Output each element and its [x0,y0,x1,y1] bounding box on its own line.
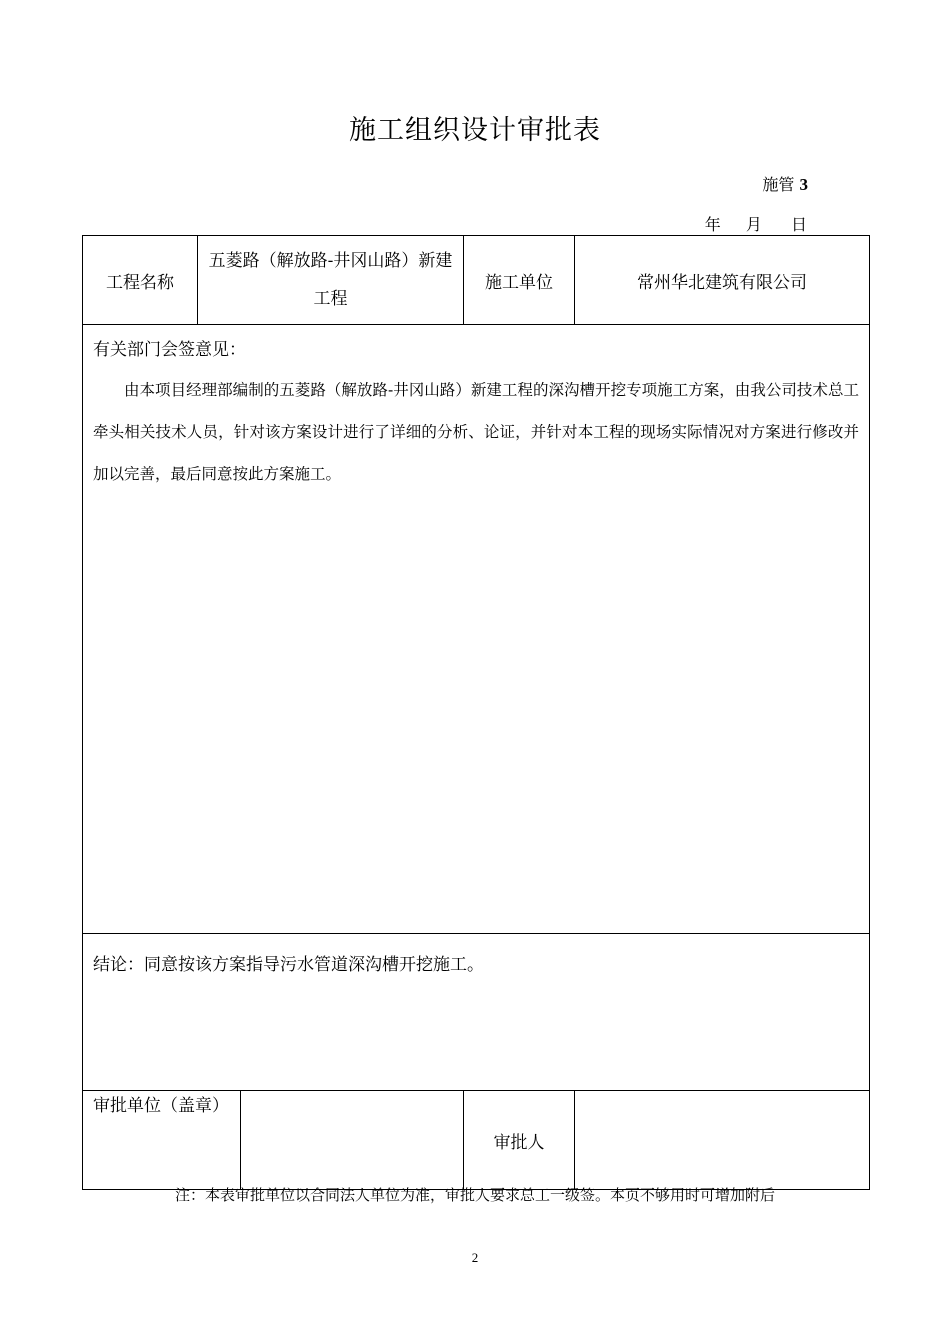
opinion-text: 由本项目经理部编制的五菱路（解放路-井冈山路）新建工程的深沟槽开挖专项施工方案，由我公司技术总工牵头相关技术人员，针对该方案设计进行了详细的分析、论证，并针对本工程的现场实际情况对方案进行修改并加以完善，最后同意按此方案施工。 [93,381,859,483]
conclusion-row [83,934,870,1091]
conclusion-text: 结论：同意按该方案指导污水管道深沟槽开挖施工。 [83,934,870,1091]
footnote: 注：本表审批单位以合同法人单位为准，审批人要求总工一级签。本页不够用时可增加附后 [174,1186,775,1204]
date-line [690,212,808,235]
date-year: 年 [704,215,722,234]
date-day: 日 [790,215,808,234]
signature-row [83,1091,870,1190]
page-title: 施工组织设计审批表 [349,115,601,146]
project-name-value: 五菱路（解放路-井冈山路）新建工程 [198,236,464,325]
form-code [690,172,808,195]
approval-form-table [82,235,870,1190]
page-number: 2 [471,1250,479,1265]
opinion-row [83,325,870,934]
form-code-prefix: 施管 [762,175,795,194]
date-month: 月 [745,215,763,234]
approval-unit-label: 审批单位（盖章） [83,1091,241,1190]
approver-label: 审批人 [464,1091,575,1190]
approver-field[interactable] [575,1091,870,1190]
header-row [83,236,870,325]
project-name-label: 工程名称 [83,236,198,325]
opinion-label: 有关部门会签意见： [93,340,246,360]
construction-unit-value: 常州华北建筑有限公司 [575,236,870,325]
opinion-cell [83,325,870,934]
construction-unit-label: 施工单位 [464,236,575,325]
approval-unit-field[interactable] [241,1091,464,1190]
form-code-number: 3 [799,175,808,194]
